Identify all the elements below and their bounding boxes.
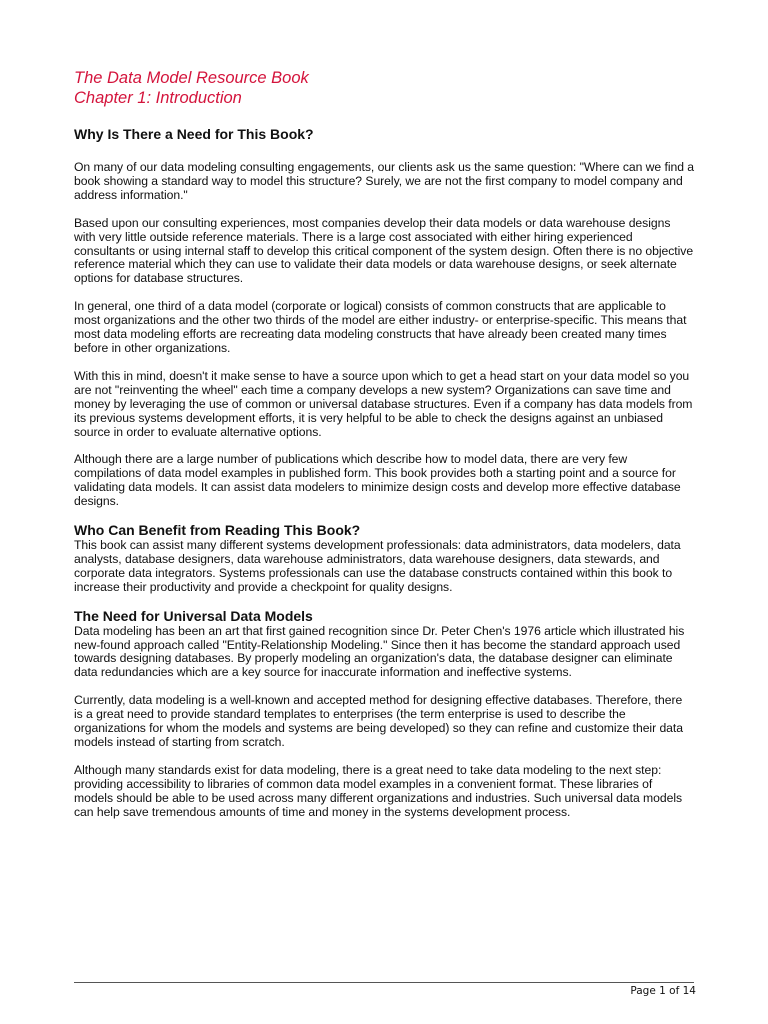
- paragraph: This book can assist many different systems development professionals: data administrators, data modelers, data analysts, database designers, data warehouse administrators, data warehouse designers, data stewards, and corporate data integrators. Systems professionals can use the database constructs contained within this book to increase their productivity and provide a checkpoint for quality designs.: [74, 538, 681, 594]
- document-page: [74, 68, 694, 820]
- paragraph: Currently, data modeling is a well-known and accepted method for designing effective databases. Therefore, there is a great need to provide standard templates to enterprises (the term enterprise is used to describe the organizations for whom the models and systems are being developed) so they can refine and customize their data models instead of starting from scratch.: [74, 693, 683, 749]
- paragraph: With this in mind, doesn't it make sense to have a source upon which to get a head start on your data model so you are not "reinventing the wheel" each time a company develops a new system? Organizations can save time and money by leveraging the use of common or universal database structures. Even if a company has data models from its previous systems development efforts, it is very helpful to be able to check the designs against an unbiased source in order to evaluate alternative options.: [74, 368, 693, 439]
- paragraph: Based upon our consulting experiences, most companies develop their data models or data warehouse designs with very little outside reference materials. There is a large cost associated with either hiring experienced consultants or using internal staff to develop this critical component of the system design. Often there is no objective reference material which they can use to validate their data models or data warehouse designs, or seek alternate options for database structures.: [74, 215, 694, 286]
- section-heading-universal: The Need for Universal Data Models: [74, 607, 313, 624]
- section-heading-need: Why Is There a Need for This Book?: [74, 126, 314, 142]
- book-title: The Data Model Resource Book: [74, 69, 309, 87]
- chapter-title: Chapter 1: Introduction: [74, 89, 242, 107]
- page-number: Page 1 of 14: [630, 985, 696, 997]
- footer-divider: [74, 982, 694, 983]
- paragraph: In general, one third of a data model (corporate or logical) consists of common constructs that are applicable to most organizations and the other two thirds of the model are either industry- or enterprise-specific. This means that most data modeling efforts are recreating data modeling constructs that have already been created many times before in other organizations.: [74, 299, 687, 355]
- paragraph: Although many standards exist for data modeling, there is a great need to take data modeling to the next step: providing accessibility to libraries of common data model examples in a convenient format. These libraries of models should be able to be used across many different organizations and industries. Such universal data models can help save tremendous amounts of time and money in the systems development process.: [74, 762, 683, 819]
- paragraph: On many of our data modeling consulting engagements, our clients ask us the same question: "Where can we find a book showing a standard way to model this structure? Surely, we are not the first company to model company and address information.": [74, 160, 695, 202]
- paragraph: Although there are a large number of publications which describe how to model data, there are very few compilations of data model examples in published form. This book provides both a starting point and a source for validating data models. It can assist data modelers to minimize design costs and develop more effective database designs.: [74, 452, 681, 509]
- section-heading-benefit: Who Can Benefit from Reading This Book?: [74, 522, 361, 539]
- paragraph: Data modeling has been an art that first gained recognition since Dr. Peter Chen's 1976 article which illustrated his new-found approach called "Entity-Relationship Modeling." Since then it has become the standard approach used towards designing databases. By properly modeling an organization's data, the database designer can eliminate data redundancies which are a key source for inaccurate information and ineffective systems.: [74, 623, 685, 680]
